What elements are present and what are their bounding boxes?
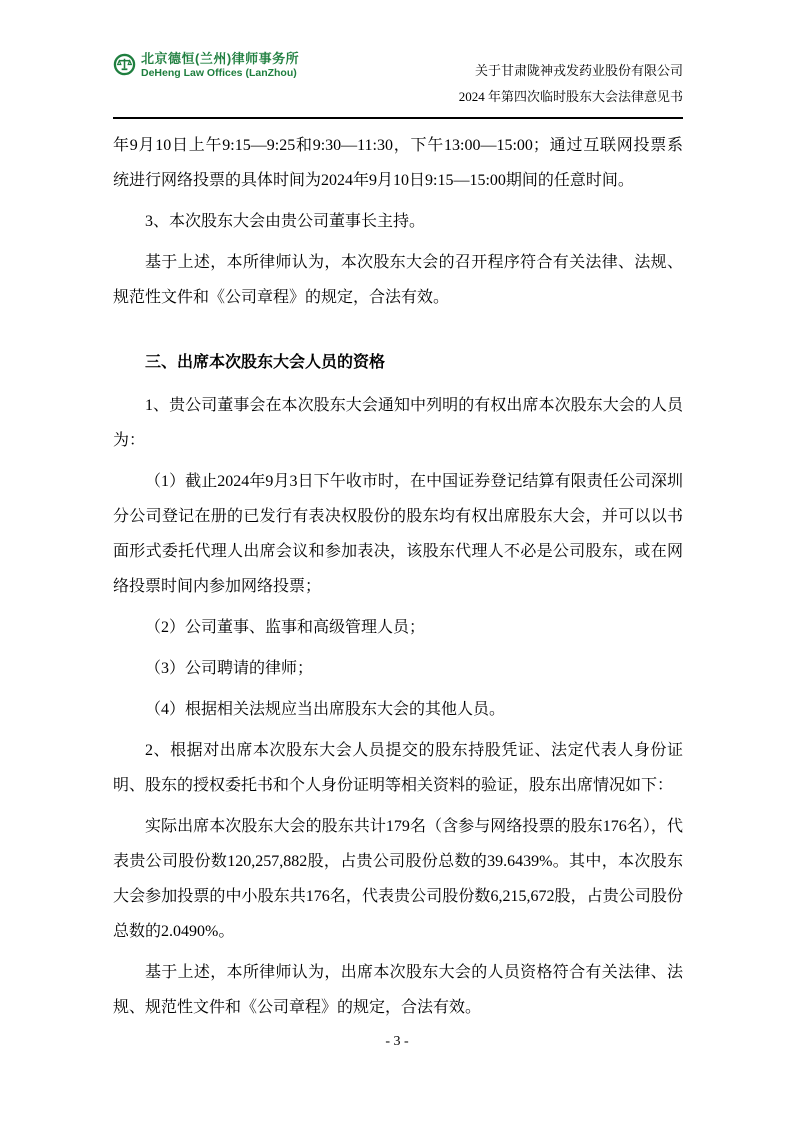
page-number: - 3 - [385, 1034, 409, 1049]
page-header [0, 0, 794, 119]
paragraph: （3）公司聘请的律师； [145, 660, 314, 677]
paragraph: 1、贵公司董事会在本次股东大会通知中列明的有权出席本次股东大会的人员为： [113, 397, 683, 449]
paragraph: （1）截止2024年9月3日下午收市时，在中国证券登记结算有限责任公司深圳分公司登记在册的已发行有表决权股份的股东均有权出席股东大会，并可以以书面形式委托代理人出席会议和参加表决，该股东代理人不必是公司股东，或在网络投票时间内参加网络投票； [113, 473, 683, 595]
firm-name-chinese: 北京德恒(兰州)律师事务所 [141, 51, 300, 66]
firm-name-english: DeHeng Law Offices (LanZhou) [141, 66, 297, 79]
firm-identity [113, 52, 299, 81]
paragraph: 3、本次股东大会由贵公司董事长主持。 [145, 213, 426, 230]
document-body [0, 110, 794, 1031]
document-title-line1: 关于甘肃陇神戎发药业股份有限公司 [474, 63, 683, 78]
paragraph: 基于上述，本所律师认为，本次股东大会的召开程序符合有关法律、法规、规范性文件和《公司章程》的规定，合法有效。 [113, 254, 683, 306]
paragraph: （4）根据相关法规应当出席股东大会的其他人员。 [145, 701, 506, 718]
paragraph: （2）公司董事、监事和高级管理人员； [145, 619, 426, 636]
page-footer [0, 1034, 794, 1050]
document-title-line2: 2024 年第四次临时股东大会法律意见书 [458, 89, 683, 104]
document-title-block [459, 58, 683, 110]
section-heading: 三、出席本次股东大会人员的资格 [145, 354, 386, 371]
deheng-law-firm-logo-icon [113, 53, 136, 81]
paragraph: 实际出席本次股东大会的股东共计179名（含参与网络投票的股东176名），代表贵公司股份数120,257,882股，占贵公司股份总数的39.6439%。其中，本次股东大会参加投票的中小股东共176名，代表贵公司股份数6,215,672股，占贵公司股份总数的2.0490%。 [113, 818, 683, 940]
paragraph: 基于上述，本所律师认为，出席本次股东大会的人员资格符合有关法律、法规、规范性文件和《公司章程》的规定，合法有效。 [113, 964, 683, 1016]
paragraph: 年9月10日上午9:15—9:25和9:30—11:30，下午13:00—15:00；通过互联网投票系统进行网络投票的具体时间为2024年9月10日9:15—15:00期间的任意时间。 [113, 137, 683, 189]
paragraph: 2、根据对出席本次股东大会人员提交的股东持股凭证、法定代表人身份证明、股东的授权委托书和个人身份证明等相关资料的验证，股东出席情况如下： [113, 742, 683, 794]
